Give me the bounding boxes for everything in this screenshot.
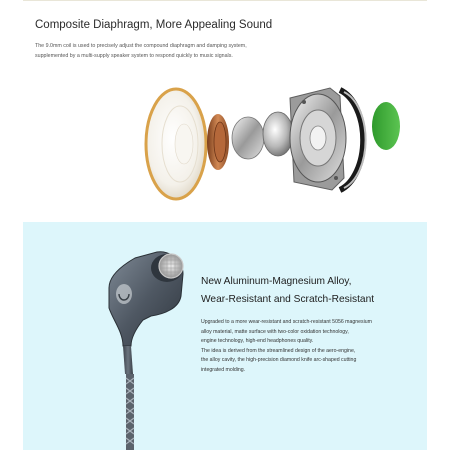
description-line: Upgraded to a more wear-resistant and scratch-resistant 5056 magnesium bbox=[201, 319, 372, 325]
diaphragm-section-description bbox=[35, 42, 335, 61]
metal-earbud-product-image bbox=[95, 246, 205, 450]
alloy-section-title bbox=[201, 273, 374, 308]
diaphragm-section-title: Composite Diaphragm, More Appealing Sound bbox=[35, 19, 273, 31]
earphone-driver-exploded-view-image bbox=[140, 78, 410, 208]
description-line: The idea is derived from the streamlined design of the aero-engine, bbox=[201, 347, 356, 354]
description-line: The 9.0mm coil is used to precisely adjust the compound diaphragm and damping system, bbox=[35, 43, 247, 49]
alloy-section-description bbox=[201, 318, 416, 375]
description-line: engine technology, high-end headphones quality. bbox=[201, 338, 314, 344]
title-line: Wear-Resistant and Scratch-Resistant bbox=[201, 293, 375, 305]
title-line: New Aluminum-Magnesium Alloy, bbox=[201, 276, 352, 287]
description-line: alloy material, matte surface with two-color oxidation technology, bbox=[201, 328, 349, 335]
green-filter bbox=[372, 102, 400, 150]
description-line: supplemented by a multi-supply speaker system to respond quickly to music signals. bbox=[35, 52, 233, 59]
description-line: integrated molding. bbox=[201, 366, 246, 373]
damping-disc bbox=[232, 117, 264, 159]
magnet bbox=[263, 112, 293, 156]
top-divider bbox=[23, 0, 427, 1]
description-line: the alloy cavity, the high-precision diamond knife arc-shaped cutting bbox=[201, 357, 357, 363]
